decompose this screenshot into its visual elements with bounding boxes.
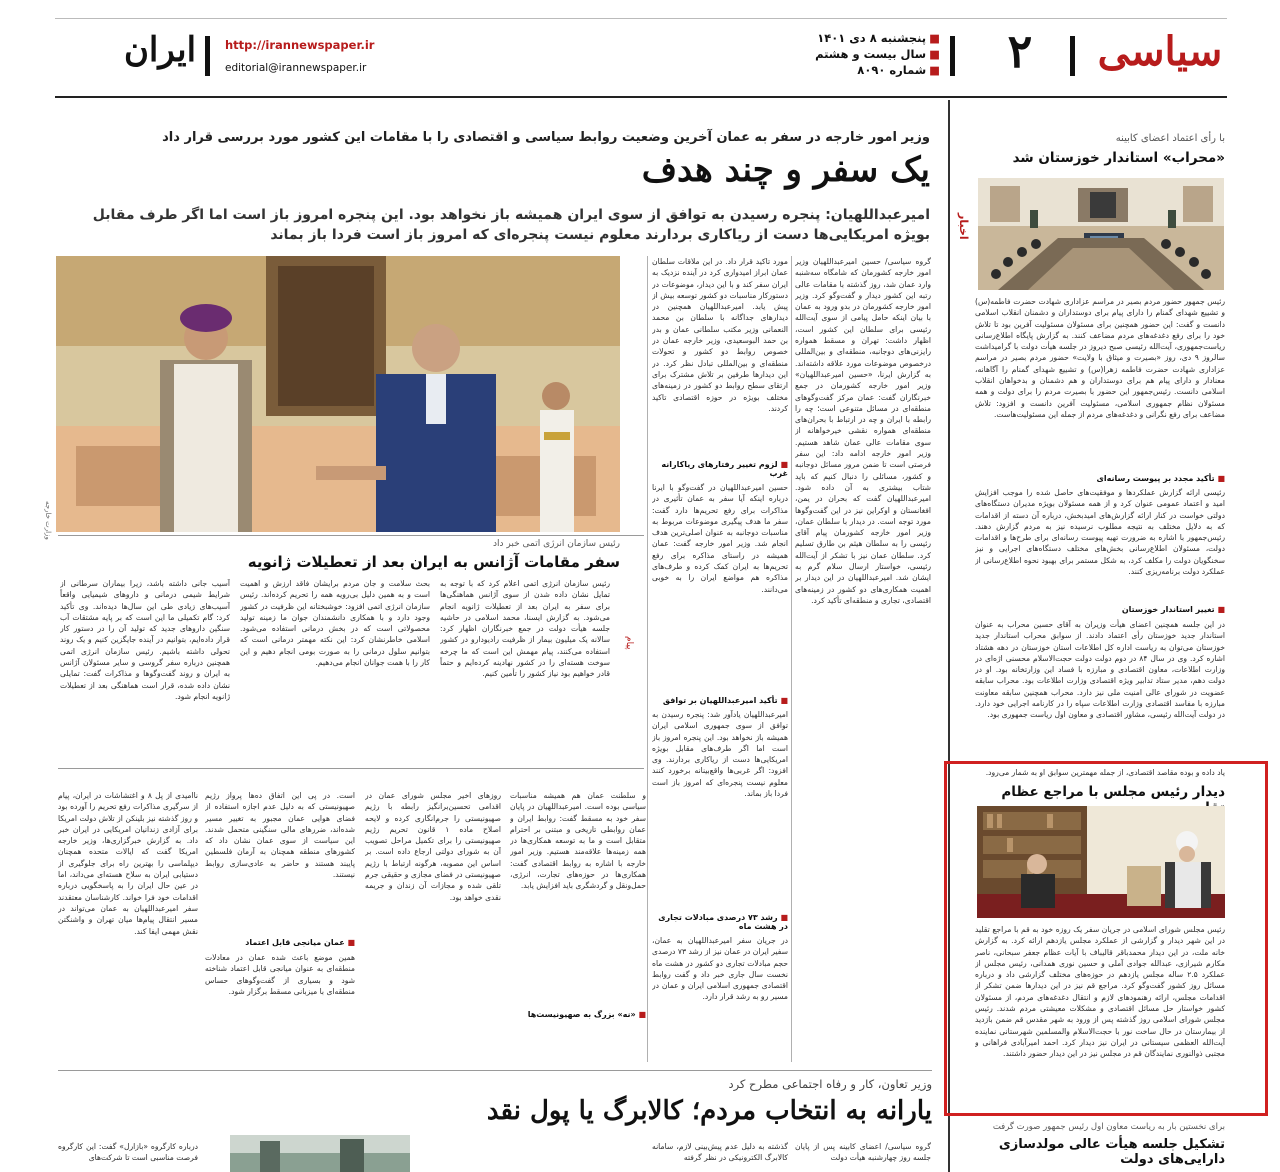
newspaper-logo: ایران xyxy=(123,30,197,70)
volume-line: سال بیست و هشتم xyxy=(815,47,927,61)
mid-tag: پیام xyxy=(624,636,634,650)
column-text: امیرعبداللهیان یادآور شد: پنجره رسیدن به توافق از سوی جمهوری اسلامی ایران همیشه باز نخواهد بود. این پنجره امروز باز است اما اگر طرف‌های مقابل بویژه امریکایی‌ها دست از ریاکاری بردارند. وی افزود: اگر غربی‌ها واقع‌بینانه برخورد کنند معلوم نیست پنجره‌ای که امروز باز است فردا باز بماند. xyxy=(652,710,788,799)
lower-column-4: ناامیدی از پل ۸ و اغتشاشات در ایران، پیام از سرگیری مذاکرات رفع تحریم را آورده بود و روز گذشته نیز بلینکن از تلاش دولت امریکا برای آزادی زندانیان امریکایی در ایران خبر داد. به گزارش خبرگزاری‌ها، وزیر خارجه امریکا گفت که ایالات متحده همچنان دیپلماسی را بهترین راه برای جلوگیری از دستیابی ایران به سلاح هسته‌ای می‌داند، اما در عین حال ایران را به پاسخگویی درباره اقدامات خود فرا خواند. کارشناسان معتقدند سفر امیرعبداللهیان به عمان می‌تواند در مسیر انتقال پیام‌ها میان تهران و واشنگتن نقش مهمی ایفا کند. xyxy=(58,791,198,936)
column-subheading: ■ رشد ۷۳ درصدی مبادلات تجاری در هشت ماه xyxy=(658,913,788,931)
top-rule xyxy=(55,18,1227,19)
date-line: پنجشنبه ۸ دی ۱۴۰۱ xyxy=(817,31,927,45)
bottom-column-1: گروه سیاسی/ اعضای کابینه پس از پایان جلسه روز چهارشنبه هیأت دولت xyxy=(795,1142,931,1163)
mid-column-1: رئیس سازمان انرژی اتمی اعلام کرد که با توجه به تمایل نشان داده شدن از سوی آژانس هماهنگی‌ها برای سفر به ایران بعد از تعطیلات ژانویه انجام می‌شود. به گزارش ایسنا، محمد اسلامی در حاشیه جلسه هیأت دولت در جمع خبرنگاران اظهار کرد: سالانه یک میلیون بیمار از ظرفیت رادیودارو در کشور استفاده می‌کنند، پیام مهمش این است که ما چرخه سوخت هسته‌ای را در کشور نهادینه کرده‌ایم و حتماً قادر خواهیم بود نیاز کشور را تأمین کنیم. xyxy=(440,579,610,679)
speaker-meeting-photo xyxy=(977,806,1225,918)
cabinet-meeting-photo xyxy=(978,178,1224,290)
mid-headline[interactable]: سفر مقامات آژانس به ایران بعد از تعطیلات ژانویه xyxy=(247,553,620,571)
column-divider xyxy=(647,256,648,1062)
header-rule xyxy=(55,96,1227,98)
box-lead-text: یاد داده و بوده مقاصد اقتصادی، از جمله مهمترین سوابق او به شمار می‌رود. xyxy=(985,768,1225,777)
sidebar-body: رئیس جمهور حضور مردم بصیر در مراسم عزاداری شهادت حضرت فاطمه(س) و تشییع شهدای گمنام را دارای پیام برای دوستداران و دشمنان انقلاب اسلامی دانست و گفت: این حضور همچنین برای مسئولان مسئولیت آفرین بود تا تلاش خود را برای رفع دغدغه‌های مردم مضاعف کنند. به گزارش پایگاه اطلاع‌رسانی ریاست‌جمهوری، آیت‌الله رئیسی صبح دیروز در جلسه هیأت دولت با گرامیداشت سالروز ۹ دی، روز «بصیرت و میثاق با ولایت» حضور مردم بصیر در مراسم عزاداری شهادت حضرت فاطمه زهرا(س) و تشییع شهدای گمنام را آگاهانه، معنادار و دارای پیام هم برای دوستداران و هم دشمنان و بدخواهان انقلاب اسلامی دانست. رئیس‌جمهور این حضور با بصیرت مردم را برای دولت و همه مسئولان نظام جمهوری اسلامی، مسئولیت آفرین دانست و افزود: تلاش مضاعف برای رفع نگرانی و دغدغه‌های مردم از جمله این مسئولیت‌هاست. xyxy=(975,297,1225,419)
main-headline[interactable]: یک سفر و چند هدف xyxy=(641,150,930,190)
column-subheading: ■ تأکید امیرعبداللهیان بر توافق xyxy=(662,696,788,705)
story-rule xyxy=(58,768,644,769)
sidebar-kicker: با رأی اعتماد اعضای کابینه xyxy=(1115,133,1225,144)
section-title: سیاسی xyxy=(1097,28,1223,75)
sidebar-subheading: ■ تغییر استاندار خوزستان xyxy=(1121,605,1225,614)
bottom-photo xyxy=(230,1135,410,1172)
photo-credit: وزارت خارجه xyxy=(44,501,52,540)
lower-column-2: روزهای اخیر مجلس شورای عمان در اقدامی تحسین‌برانگیز رابطه با رژیم صهیونیستی را جرم‌انگاری کرده و لایحه اصلاح ماده ۱ قانون تحریم رژیم صهیونیستی را برای تکمیل مراحل تصویب آن به شورای دولتی ارجاع داده است. بر اساس این مصوبه، هرگونه ارتباط با رژیم صهیونیستی در فضای مجازی و حقیقی جرم تلقی شده و مجازات آن زندان و جریمه نقدی خواهد بود. xyxy=(365,791,501,902)
main-column-1: گروه سیاسی/ حسین امیرعبداللهیان وزیر امور خارجه کشورمان که شامگاه سه‌شنبه وارد عمان شد، روز گذشته با مقامات عالی رتبه این کشور دیدار و گفت‌وگو کرد. وزیر امور خارجه کشورمان در بدو ورود به عمان با بیان اینکه حامل پیامی از سوی آیت‌الله رئیسی برای سلطان این کشور است، اظهار داشت: تهران و مسقط همواره رایزنی‌های دوجانبه، منطقه‌ای و بین‌المللی درخصوص موضوعات مورد علاقه داشته‌اند. به گزارش ایرنا، «حسین امیرعبداللهیان» وزیر امور خارجه کشورمان در جمع خبرنگاران گفت: عمان مرکز گفت‌وگوهای منطقه‌ای در مسائل متنوعی است؛ چه را رابطه با ایران و چه در ارتباط با بحران‌های منطقه‌ای همواره نقشی خیرخواهانه از سوی مقامات عالی عمان شاهد هستیم. وزیر امور خارجه ادامه داد: این سفر فرصتی است تا ضمن مرور مسائل دوجانبه و کشور، مسائلی را دنبال کنیم که باید شتاب بیشتری به آن داده شود. امیرعبداللهیان گفت که بحران در یمن، افغانستان و اوکراین نیز در این گفت‌وگوها مورد توجه است. در دیدار با سلطان عمان، وزیر امور خارجه کشورمان پیام آقای رئیسی را به سلطان هیثم بن طارق تسلیم کرد. سلطان عمان نیز با تشکر از آیت‌الله رئیسی، خواستار ارسال سلام گرم به ایشان شد. امیرعبداللهیان در این دیدار بر اهمیت همکاری‌های دو کشور در زمینه‌های اقتصادی، تجاری و منطقه‌ای تأکید کرد. xyxy=(795,257,931,605)
email-link[interactable]: editorial@irannewspaper.ir xyxy=(225,62,367,74)
header-divider xyxy=(1070,36,1075,76)
story-rule xyxy=(58,535,644,536)
header-divider xyxy=(950,36,955,76)
lower-column-3: است. در پی این اتفاق ده‌ها پرواز رژیم صهیونیستی که به دلیل عدم اجازه استفاده از فضای هوایی عمان مجبور به تغییر مسیر شده‌اند، ضررهای مالی سنگینی متحمل شدند. این سیاست از سوی عمان نشان داد که کشورهای منطقه همچنان به آرمان فلسطین پایبند هستند و حاضر به عادی‌سازی روابط نیستند. xyxy=(205,791,355,880)
bottom-headline[interactable]: یارانه به انتخاب مردم؛ کالابرگ یا پول نقد xyxy=(486,1096,932,1126)
column-text: مورد تاکید قرار داد. در این ملاقات سلطان عمان ابراز امیدواری کرد در آینده نزدیک به ایران سفر کند و با این دیدار، موضوعات در دستورکار مناسبات دو کشور توسعه بیش از پیش یابد. امیرعبداللهیان همچنین در دیدارهای جداگانه با سلطان بن محمد النعمانی وزیر مکتب سلطانی عمان و بدر بن حمد البوسعیدی، وزیر خارجه عمان در خصوص روابط دو کشور و تحولات منطقه‌ای و بین‌المللی تبادل نظر کرد. در این دیدارها طرفین بر تلاش مشترک برای ارتقای سطح روابط دو کشور در زمینه‌های مختلف بویژه در حوزه اقتصادی تاکید کردند. xyxy=(652,257,788,413)
column-subheading: ■ لزوم تغییر رفتارهای ریاکارانه غرب xyxy=(661,460,788,478)
news-section-tag: اخبار xyxy=(957,213,970,240)
handshake-photo xyxy=(56,256,620,532)
main-kicker: وزیر امور خارجه در سفر به عمان آخرین وضعیت روابط سیاسی و اقتصادی را با مقامات این کشور مورد بررسی قرار داد xyxy=(162,130,930,145)
mid-column-2: بحث سلامت و جان مردم برایشان فاقد ارزش و اهمیت است و به همین دلیل بی‌رویه همه را تحریم کرده‌اند. رئیس سازمان انرژی اتمی افزود: خوشبختانه این ظرفیت در کشور وجود دارد و با همکاری دانشمندان جوان ما زمینه تولید محصولاتی است که در بخش درمانی استفاده می‌شود. اسلامی خاطرنشان کرد: این نکته مهمتر درمانی است که بتوانیم سلول درمانی را به صورت بومی انجام دهیم و این کار را با همت جوانان انجام می‌دهیم. xyxy=(240,579,430,668)
sidebar-subheading: ■ تأکید مجدد بر پیوست رسانه‌ای xyxy=(1096,474,1225,483)
lower-column-3-cont: همین موضع باعث شده عمان در معادلات منطقه‌ای به عنوان میانجی قابل اعتماد شناخته شود و بسیاری از گفت‌وگوهای حساس منطقه‌ای با میزبانی مسقط برگزار شود. xyxy=(205,953,355,996)
bottom-column-2: گذشته به دلیل عدم پیش‌بینی لازم، سامانه کالابرگ الکترونیکی در نظر گرفته xyxy=(652,1142,788,1163)
box-body: رئیس مجلس شورای اسلامی در جریان سفر یک روزه خود به قم با مراجع تقلید در این شهر دیدار و گزارشی از عملکرد مجلس یازدهم ارائه کرد. به گزارش خانه ملت، در این دیدار محمدباقر قالیباف با آیات عظام جعفر سبحانی، ناصر مکارم شیرازی، عبدالله جوادی آملی و حسین نوری همدانی، رئیس مجلس از عملکرد ۲.۵ ساله مجلس یازدهم در حوزه‌های مختلف گزارشی داد و درباره مسائل روز کشور گفت‌وگو کرد. مراجع قم نیز در این دیدارها ضمن تشکر از اقدامات مجلس، ارائه رهنمودهای لازم و انتقال دغدغه‌های مردم، از مسئولان کشور خواستار حل مسائل اقتصادی و مشکلات معیشتی مردم شدند. رئیس مجلس شورای اسلامی روز گذشته پس از ورود به شهر مقدس قم ضمن بازدید از بیمارستان در حال ساخت نور با حجت‌الاسلام والمسلمین شهرستانی نماینده آیت‌الله العظمی سیستانی در ایران نیز دیدار کرد. احمد امیرآبادی فراهانی و مجتبی ذوالنوری نمایندگان قم در مجلس نیز در این دیدار حضور داشتند. xyxy=(975,925,1225,1059)
sidebar-body: رئیسی ارائه گزارش عملکردها و موفقیت‌های حاصل شده را موجب افزایش امید و اعتماد عمومی عنوان کرد و از همه مسئولان بویژه مدیران دستگاه‌های دولتی خواست در کنار ارائه گزارش‌های امیدبخش، درباره آن دسته از اقدامات که به دلایل مختلف به نتیجه مطلوب نرسیده نیز به مردم گزارش دهند. رئیس‌جمهور با اشاره به ضرورت تهیه پیوست رسانه‌ای برای طرح‌ها و اقدامات دولت، مسئولان اطلاع‌رسانی بخش‌های مختلف دستگاه‌های اجرایی و نیز سخنگویان دولت را مکلف کرد، به شکل مستمر برای بهبود نحوه اطلاع‌رسانی از عملکرد دولت برنامه‌ریزی کنند. xyxy=(975,488,1225,577)
column-divider xyxy=(791,256,792,1062)
bottom-column-3: درباره کارگروه «بازارل» گفت: این کارگروه فرصت مناسبی است تا شرکت‌های xyxy=(58,1142,198,1163)
sidebar-body: در این جلسه همچنین اعضای هیأت وزیران به آقای حسین محراب به عنوان استاندار جدید خوزستان رأی اعتماد دادند. از سوابق محراب استاندار جدید خوزستان می‌توان به ریاست اداره کل اطلاعات استان خوزستان در دهه هشتاد اشاره کرد. وی در سال ۸۴ در دوم دولت دولت حجت‌الاسلام محسنی اژه‌ای در وزارت اطلاعات، معاون اقتصادی و مبارزه با فساد این وزارتخانه بود. او در دولت دهم، مدیر ستاد تدابیر ویژه اقتصادی وزارت اطلاعات بود. محراب سابقه عضویت در شورای عالی امنیت ملی نیز دارد. محراب همچنین سابقه معاونت مبارزه با مفاسد اقتصادی وزارت اطلاعات سپاه را در کارنامه اجرایی خود دارد. در دولت آیت‌الله رئیسی، مشاور اقتصادی و معاون اول ریاست جمهوری بود. xyxy=(975,620,1225,720)
mid-column-3: آسیب جانی داشته باشد، زیرا بیماران سرطانی از شرایط شیمی درمانی و داروهای شیمیایی واقعاً آسیب‌های زیادی طی این سال‌ها دیده‌اند. وی تأکید کرد: گام تکمیلی ما این است که بر پایه مشتقات آب سنگین داروهای جدید که تولید آن را در دستور کار قرار داده‌ایم، بتوانیم در آینده جایگزین کنیم و یک روند تحولی داشته باشیم. رئیس سازمان انرژی اتمی همچنین درباره سفر گروسی و سایر مسئولان آژانس به ایران و روند گفت‌وگوها و مذاکرات گفت: تمایلی نشان داده شده، قرار است هماهنگی بعد از تعطیلات ژانویه انجام شود. xyxy=(60,579,230,701)
sidebar-headline[interactable]: «محراب» استاندار خوزستان شد xyxy=(1012,150,1225,166)
main-column-2 xyxy=(652,256,788,1062)
box-headline[interactable]: دیدار رئیس مجلس با مراجع عظام xyxy=(1001,784,1225,800)
bottom-kicker: وزیر تعاون، کار و رفاه اجتماعی مطرح کرد xyxy=(728,1077,932,1091)
header-divider xyxy=(205,36,210,76)
issue-line: شماره ۸۰۹۰ xyxy=(857,63,927,77)
lower-subheading: ■ عمان میانجی قابل اعتماد xyxy=(245,938,355,947)
sidebar-kicker: برای نخستین بار به ریاست معاون اول رئیس جمهور صورت گرفت xyxy=(992,1122,1225,1132)
website-link[interactable]: http://irannewspaper.ir xyxy=(225,38,375,52)
sidebar-headline[interactable]: تشکیل جلسه هیأت عالی مولدسازی دارایی‌های دولت xyxy=(998,1137,1225,1167)
lower-subheading: ■ «نه» بزرگ به صهیونیست‌ها xyxy=(527,1010,646,1019)
lower-column-1: و سلطنت عمان هم همیشه مناسبات سیاسی بوده است. امیرعبداللهیان در پایان سفر خود به مسقط گفت: روابط ایران و عمان روابطی تاریخی و مبتنی بر احترام متقابل است و ما به توسعه همکاری‌ها در همه زمینه‌ها علاقه‌مند هستیم. وزیر امور خارجه با اشاره به روابط اقتصادی گفت: همکاری‌ها در حوزه‌های تجارت، انرژی، حمل‌ونقل و گردشگری باید افزایش یابد. xyxy=(510,791,646,891)
main-lead: امیرعبداللهیان: پنجره رسیدن به توافق از سوی ایران همیشه باز نخواهد بود. این پنجره امروز باز است اما اگر طرف مقابل بویژه امریکایی‌ها دست از ریاکاری بردارند معلوم نیست پنجره‌ای که امروز باز است فردا باز بماند xyxy=(92,207,930,243)
story-rule xyxy=(58,1070,932,1071)
page-number: ۲ xyxy=(1007,24,1033,78)
mid-kicker: رئیس سازمان انرژی اتمی خبر داد xyxy=(493,539,620,549)
column-text: در جریان سفر امیرعبداللهیان به عمان، سفیر ایران در عمان نیز از رشد ۷۳ درصدی حجم مبادلات تجاری دو کشور در هشت ماه نخست سال جاری خبر داد و گفت روابط اقتصادی جمهوری اسلامی ایران و عمان در مسیر رو به رشد قرار دارد. xyxy=(652,936,788,1002)
issue-meta: ■پنجشنبه ۸ دی ۱۴۰۱ ■سال بیست و هشتم ■شماره ۸۰۹۰ xyxy=(815,31,940,77)
column-text: حسین امیرعبداللهیان در گفت‌وگو با ایرنا درباره اینکه آیا سفر به عمان تأثیری در مذاکرات برای رفع تحریم‌ها دارد گفت: سفر ما هدف پیگیری موضوعات مربوط به مناسبات دوجانبه به عنوان اصلی‌ترین هدف انجام شد. وزیر امور خارجه گفت: عمان همیشه در راستای مذاکره برای رفع تحریم‌ها به ایران کمک کرده و طرف‌های مذاکره هم مواضع ایران را به خوبی می‌دانند. xyxy=(652,483,788,594)
